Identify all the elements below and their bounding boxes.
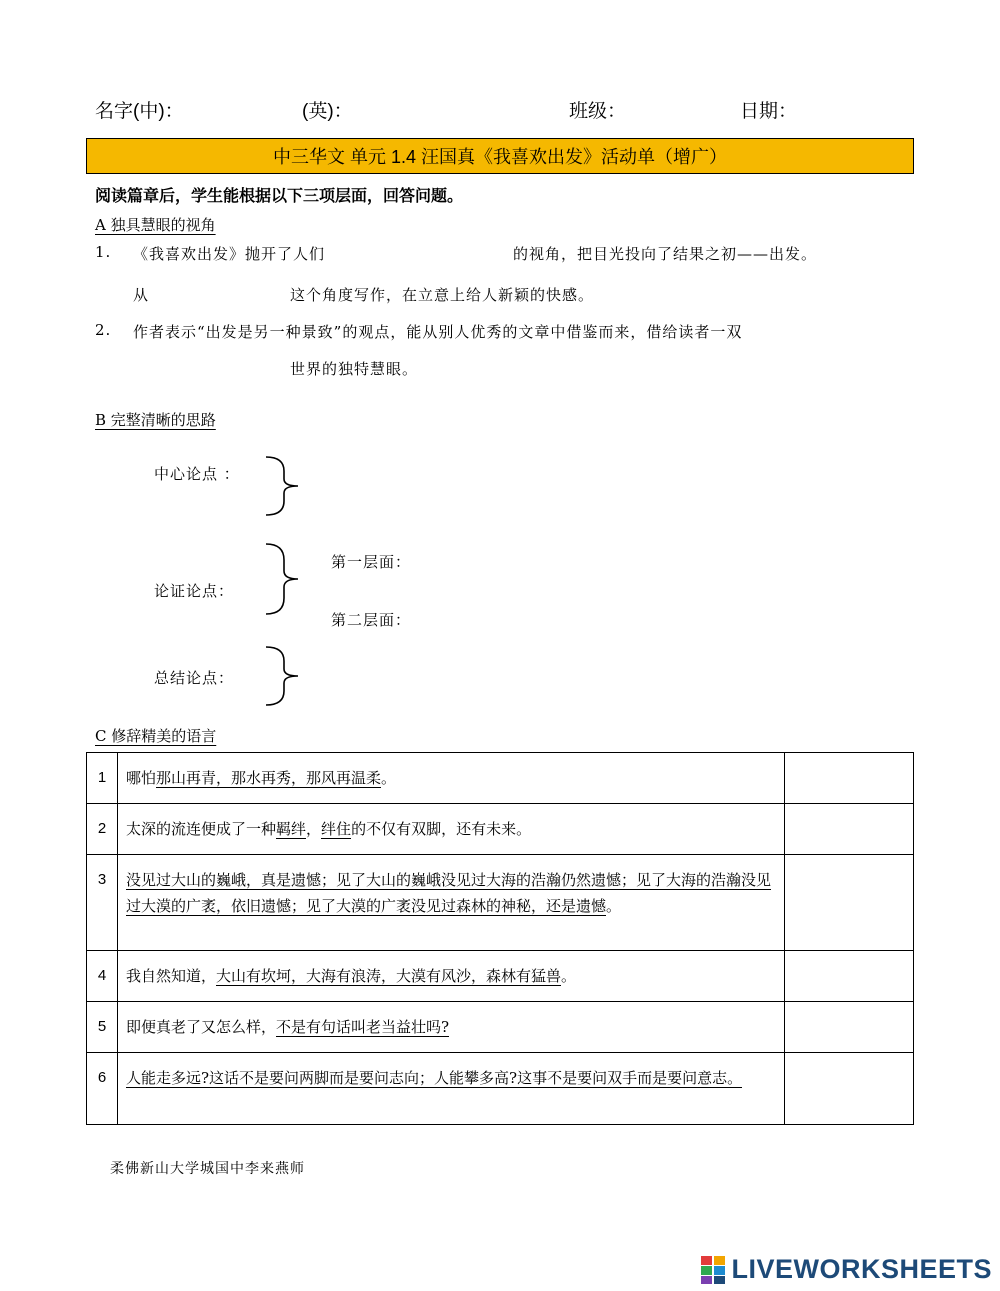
rhetoric-table (86, 752, 914, 1125)
answer-cell[interactable] (785, 951, 914, 1002)
name-cn-label: 名字(中)： (95, 101, 184, 122)
q1-text-part1: 《我喜欢出发》抛开了人们 (133, 245, 326, 263)
sentence-cell: 哪怕那山再青，那水再秀，那风再温柔。 (118, 753, 785, 804)
brace-icon (262, 455, 302, 517)
logo-text: LIVEWORKSHEETS (731, 1254, 992, 1284)
q2-text-part1: 作者表示“出发是另一种景致”的观点，能从别人优秀的文章中借鉴而来，借给读者一双 (133, 323, 743, 341)
q2-number: 2. (95, 321, 112, 339)
intro-text: 阅读篇章后，学生能根据以下三项层面，回答问题。 (95, 186, 464, 205)
level-two-label: 第二层面： (331, 611, 412, 629)
q1-text-part4: 这个角度写作，在立意上给人新颖的快感。 (290, 286, 595, 304)
worksheet-title: 中三华文 单元 1.4 汪国真《我喜欢出发》活动单（增广） (86, 138, 914, 174)
table-row (87, 804, 914, 855)
q1-number: 1. (95, 243, 112, 261)
row-number: 5 (87, 1002, 118, 1053)
answer-cell[interactable] (785, 855, 914, 951)
sentence-cell: 人能走多远?这话不是要问两脚而是要问志向；人能攀多高?这事不是要问双手而是要问意志。 (118, 1053, 785, 1125)
answer-cell[interactable] (785, 1053, 914, 1125)
row-number: 4 (87, 951, 118, 1002)
q1-text-part3: 从 (133, 286, 150, 304)
sentence-cell: 太深的流连便成了一种羁绊，绊住的不仅有双脚，还有未来。 (118, 804, 785, 855)
brace-icon (262, 542, 302, 616)
answer-cell[interactable] (785, 804, 914, 855)
liveworksheets-logo (701, 1254, 992, 1285)
sentence-cell: 我自然知道，大山有坎坷，大海有浪涛，大漠有风沙，森林有猛兽。 (118, 951, 785, 1002)
argument-points-label: 论证论点： (154, 582, 235, 600)
section-a-heading: A 独具慧眼的视角 (95, 216, 216, 234)
answer-cell[interactable] (785, 1002, 914, 1053)
logo-blocks-icon (701, 1256, 727, 1284)
table-row (87, 855, 914, 951)
table-row (87, 1002, 914, 1053)
answer-cell[interactable] (785, 753, 914, 804)
table-row (87, 1053, 914, 1125)
q1-text-part2: 的视角，把目光投向了结果之初——出发。 (513, 245, 818, 263)
table-row (87, 951, 914, 1002)
summary-argument-label: 总结论点： (154, 669, 235, 687)
table-row (87, 753, 914, 804)
row-number: 3 (87, 855, 118, 951)
section-c-heading: C 修辞精美的语言 (95, 727, 217, 745)
row-number: 6 (87, 1053, 118, 1125)
section-b-heading: B 完整清晰的思路 (95, 411, 216, 429)
class-label: 班级： (569, 101, 627, 122)
sentence-cell: 即便真老了又怎么样，不是有句话叫老当益壮吗? (118, 1002, 785, 1053)
level-one-label: 第一层面： (331, 553, 412, 571)
sentence-cell: 没见过大山的巍峨，真是遗憾；见了大山的巍峨没见过大海的浩瀚仍然遗憾；见了大海的浩瀚没见过大漠的广袤，依旧遗憾；见了大漠的广袤没见过森林的神秘，还是遗憾。 (118, 855, 785, 951)
row-number: 1 (87, 753, 118, 804)
brace-icon (262, 645, 302, 707)
row-number: 2 (87, 804, 118, 855)
date-label: 日期： (740, 101, 798, 122)
central-argument-label: 中心论点 ： (154, 465, 240, 483)
q2-text-part2: 世界的独特慧眼。 (290, 360, 419, 378)
name-en-label: (英)： (302, 101, 353, 122)
author-credit: 柔佛新山大学城国中李来燕师 (110, 1161, 305, 1177)
